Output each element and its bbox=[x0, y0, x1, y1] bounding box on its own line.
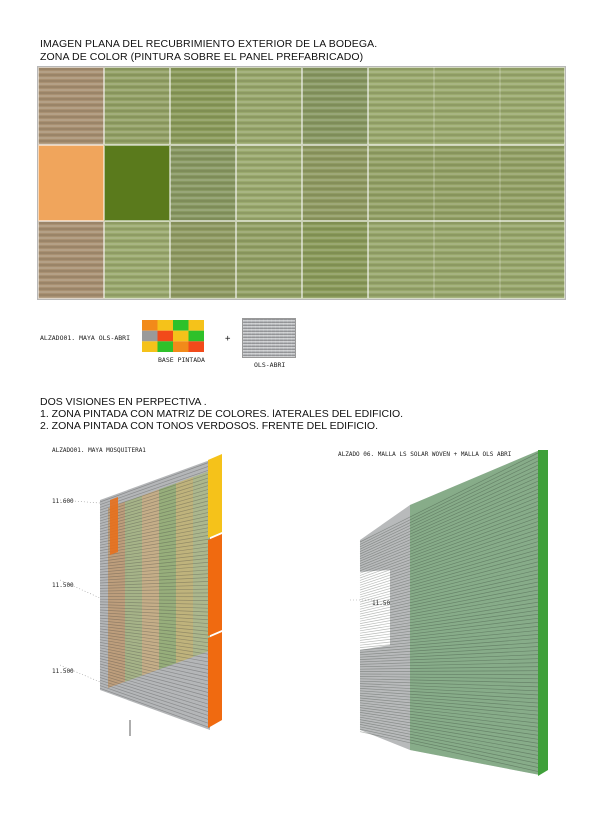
plus-sign: + bbox=[225, 334, 231, 344]
matrix-cell bbox=[189, 320, 205, 331]
section-title: DOS VISIONES EN PERPECTIVA . bbox=[40, 396, 207, 408]
header-title: IMAGEN PLANA DEL RECUBRIMIENTO EXTERIOR DE LA BODEGA. bbox=[40, 38, 378, 50]
matrix-cell bbox=[189, 341, 205, 352]
alzado01-label: ALZADO01. MAYA OLS-ABRI bbox=[40, 334, 131, 342]
matrix-cell bbox=[158, 341, 174, 352]
right-perspective-svg bbox=[350, 450, 560, 780]
mesh-panel bbox=[302, 67, 368, 145]
right-view-label: ALZADO 06. MALLA LS SOLAR WOVEN + MALLA OLS ABRI bbox=[338, 451, 512, 458]
mesh-panel bbox=[38, 221, 104, 299]
mesh-panel bbox=[170, 67, 236, 145]
mesh-panel bbox=[104, 67, 170, 145]
mesh-panel bbox=[104, 221, 170, 299]
ols-abri-mesh-swatch bbox=[242, 318, 296, 358]
left-accent bbox=[110, 497, 118, 555]
base-pintada-label: BASE PINTADA bbox=[158, 356, 205, 364]
cladding-plan-svg bbox=[38, 67, 565, 299]
mesh-panel bbox=[38, 67, 104, 145]
matrix-cell bbox=[173, 320, 189, 331]
painted-panel bbox=[38, 145, 104, 221]
left-edge-orange-1 bbox=[208, 534, 222, 636]
left-view-label: ALZADO01. MAYA MOSQUITERA1 bbox=[52, 447, 146, 454]
matrix-cell bbox=[189, 331, 205, 342]
right-perspective-view bbox=[350, 450, 560, 780]
matrix-cell bbox=[142, 341, 158, 352]
left-perspective-svg bbox=[60, 440, 250, 740]
matrix-cell bbox=[142, 320, 158, 331]
mesh-panel bbox=[368, 221, 565, 299]
header-subtitle: ZONA DE COLOR (PINTURA SOBRE EL PANEL PREFABRICADO) bbox=[40, 51, 364, 63]
matrix-cell bbox=[173, 331, 189, 342]
left-level-1: 11.600 bbox=[52, 498, 74, 505]
matrix-cell bbox=[173, 341, 189, 352]
color-matrix-svg bbox=[142, 320, 204, 352]
mesh-panel bbox=[302, 221, 368, 299]
left-edge-yellow bbox=[208, 454, 222, 538]
left-level-2: 11.500 bbox=[52, 582, 74, 589]
mesh-panel bbox=[368, 67, 565, 145]
matrix-cell bbox=[158, 331, 174, 342]
right-edge-green bbox=[538, 450, 548, 776]
section-item-2: 2. ZONA PINTADA CON TONOS VERDOSOS. FRENTE DEL EDIFICIO. bbox=[40, 420, 379, 432]
section-item-1: 1. ZONA PINTADA CON MATRIZ DE COLORES. lATERALES DEL EDIFICIO. bbox=[40, 408, 404, 420]
matrix-cell bbox=[158, 320, 174, 331]
ols-abri-label: OLS-ABRI bbox=[254, 361, 286, 369]
left-level-3: 11.500 bbox=[52, 668, 74, 675]
left-perspective-view bbox=[60, 440, 250, 740]
mesh-panel bbox=[170, 221, 236, 299]
left-edge-orange-2 bbox=[208, 632, 222, 728]
mesh-panel bbox=[236, 221, 302, 299]
color-matrix-swatch bbox=[142, 320, 204, 352]
painted-panel bbox=[104, 145, 170, 221]
cladding-plan-image bbox=[37, 66, 566, 300]
matrix-cell bbox=[142, 331, 158, 342]
mesh-panel bbox=[236, 67, 302, 145]
